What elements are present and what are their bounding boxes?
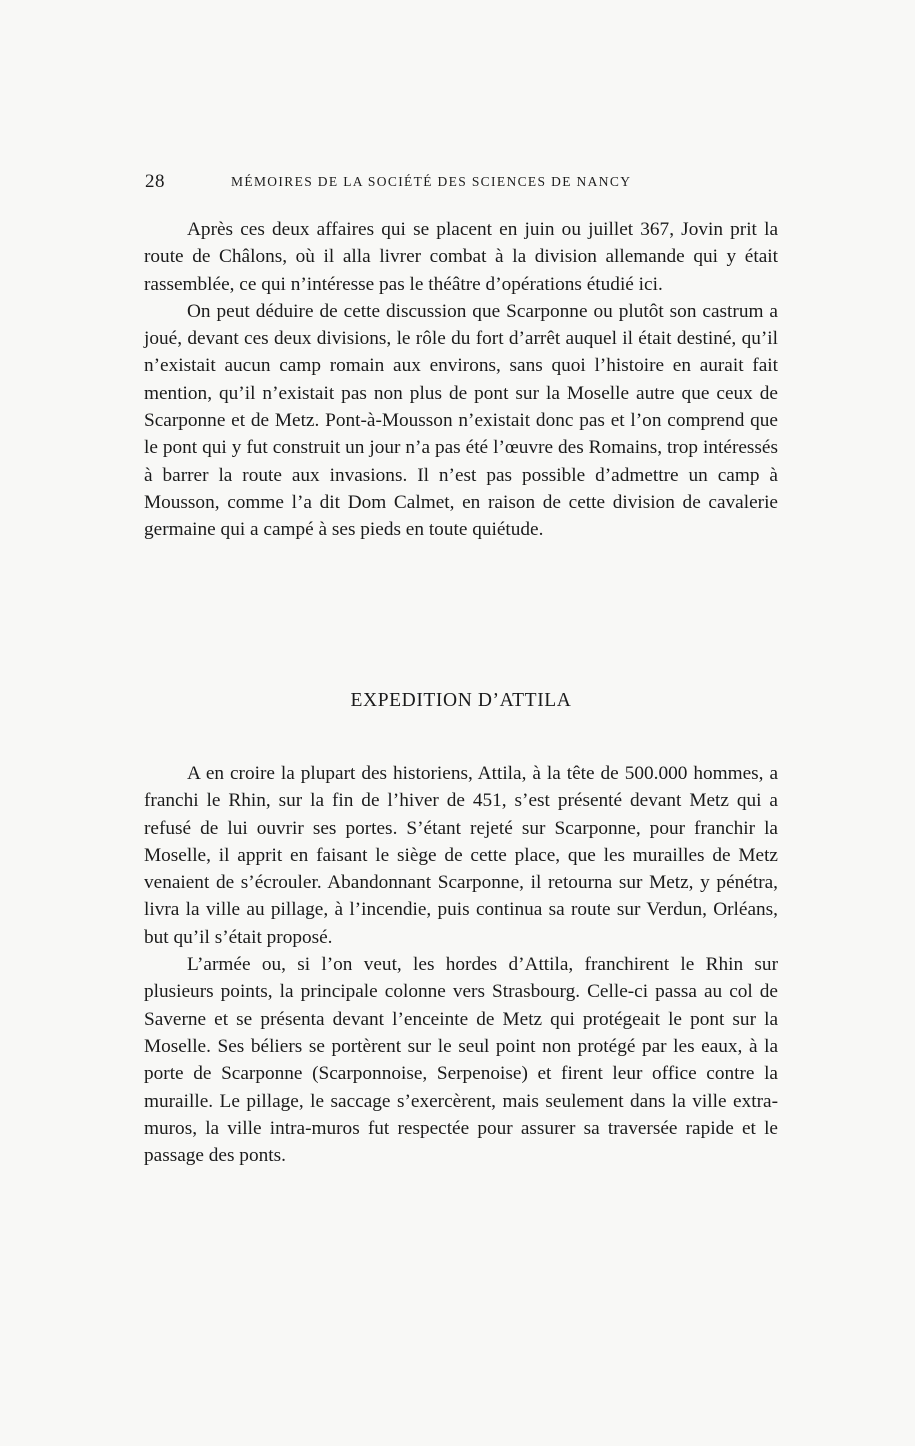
paragraph: L’armée ou, si l’on veut, les hordes d’Attila, franchirent le Rhin sur plusieurs points, la principale colonne vers Strasbourg. Celle-ci passa au col de Saverne et se présenta devant l’enceinte de Metz qui protégeait le pont sur la Moselle. Ses béliers se portèrent sur le seul point non protégé par les eaux, à la porte de Scarponne (Scarponnoise, Serpenoise) et firent leur office contre la muraille. Le pillage, le saccage s’exercèrent, mais seulement dans la ville extra-muros, la ville intra-muros fut respectée pour assurer sa traversée rapide et le passage des ponts. bbox=[144, 954, 778, 1167]
paragraph: A en croire la plupart des historiens, Attila, à la tête de 500.000 hommes, a franchi le Rhin, sur la fin de l’hiver de 451, s’est présenté devant Metz qui a refusé de lui ouvrir ses portes. S’étant rejeté sur Scarponne, pour franchir la Moselle, il apprit en faisant le siège de cette place, que les murailles de Metz venaient de s’écrouler. Abandonnant Scarponne, il retourna sur Metz, y pénétra, livra la ville au pillage, à l’incendie, puis continua sa route sur Verdun, Orléans, but qu’il s’était proposé. bbox=[144, 763, 778, 948]
text-block-before-heading bbox=[144, 216, 778, 544]
paragraph: On peut déduire de cette discussion que Scarponne ou plutôt son castrum a joué, devant ces deux divisions, le rôle du fort d’arrêt auquel il était destiné, qu’il n’existait aucun camp romain aux environs, sans quoi l’histoire en aurait fait mention, qu’il n’existait pas non plus de pont sur la Moselle autre que ceux de Scarponne et de Metz. Pont-à-Mousson n’existait donc pas et l’on comprend que le pont qui y fut construit un jour n’a pas été l’œuvre des Romains, trop intéressés à barrer la route aux invasions. Il n’est pas possible d’admettre un camp à Mousson, comme l’a dit Dom Calmet, en raison de cette division de cavalerie germaine qui a campé à ses pieds en toute quiétude. bbox=[144, 300, 778, 541]
text-block-after-heading bbox=[144, 760, 778, 1169]
running-title: MÉMOIRES DE LA SOCIÉTÉ DES SCIENCES DE NANCY bbox=[231, 174, 632, 189]
paragraph: Après ces deux affaires qui se placent en juin ou juillet 367, Jovin prit la route de Châlons, où il alla livrer combat à la division allemande qui y était rassemblée, ce qui n’intéresse pas le théâtre d’opérations étudié ici. bbox=[144, 219, 778, 295]
page-number: 28 bbox=[145, 171, 165, 192]
page-header bbox=[145, 171, 779, 195]
section-heading: EXPEDITION D’ATTILA bbox=[350, 690, 572, 711]
